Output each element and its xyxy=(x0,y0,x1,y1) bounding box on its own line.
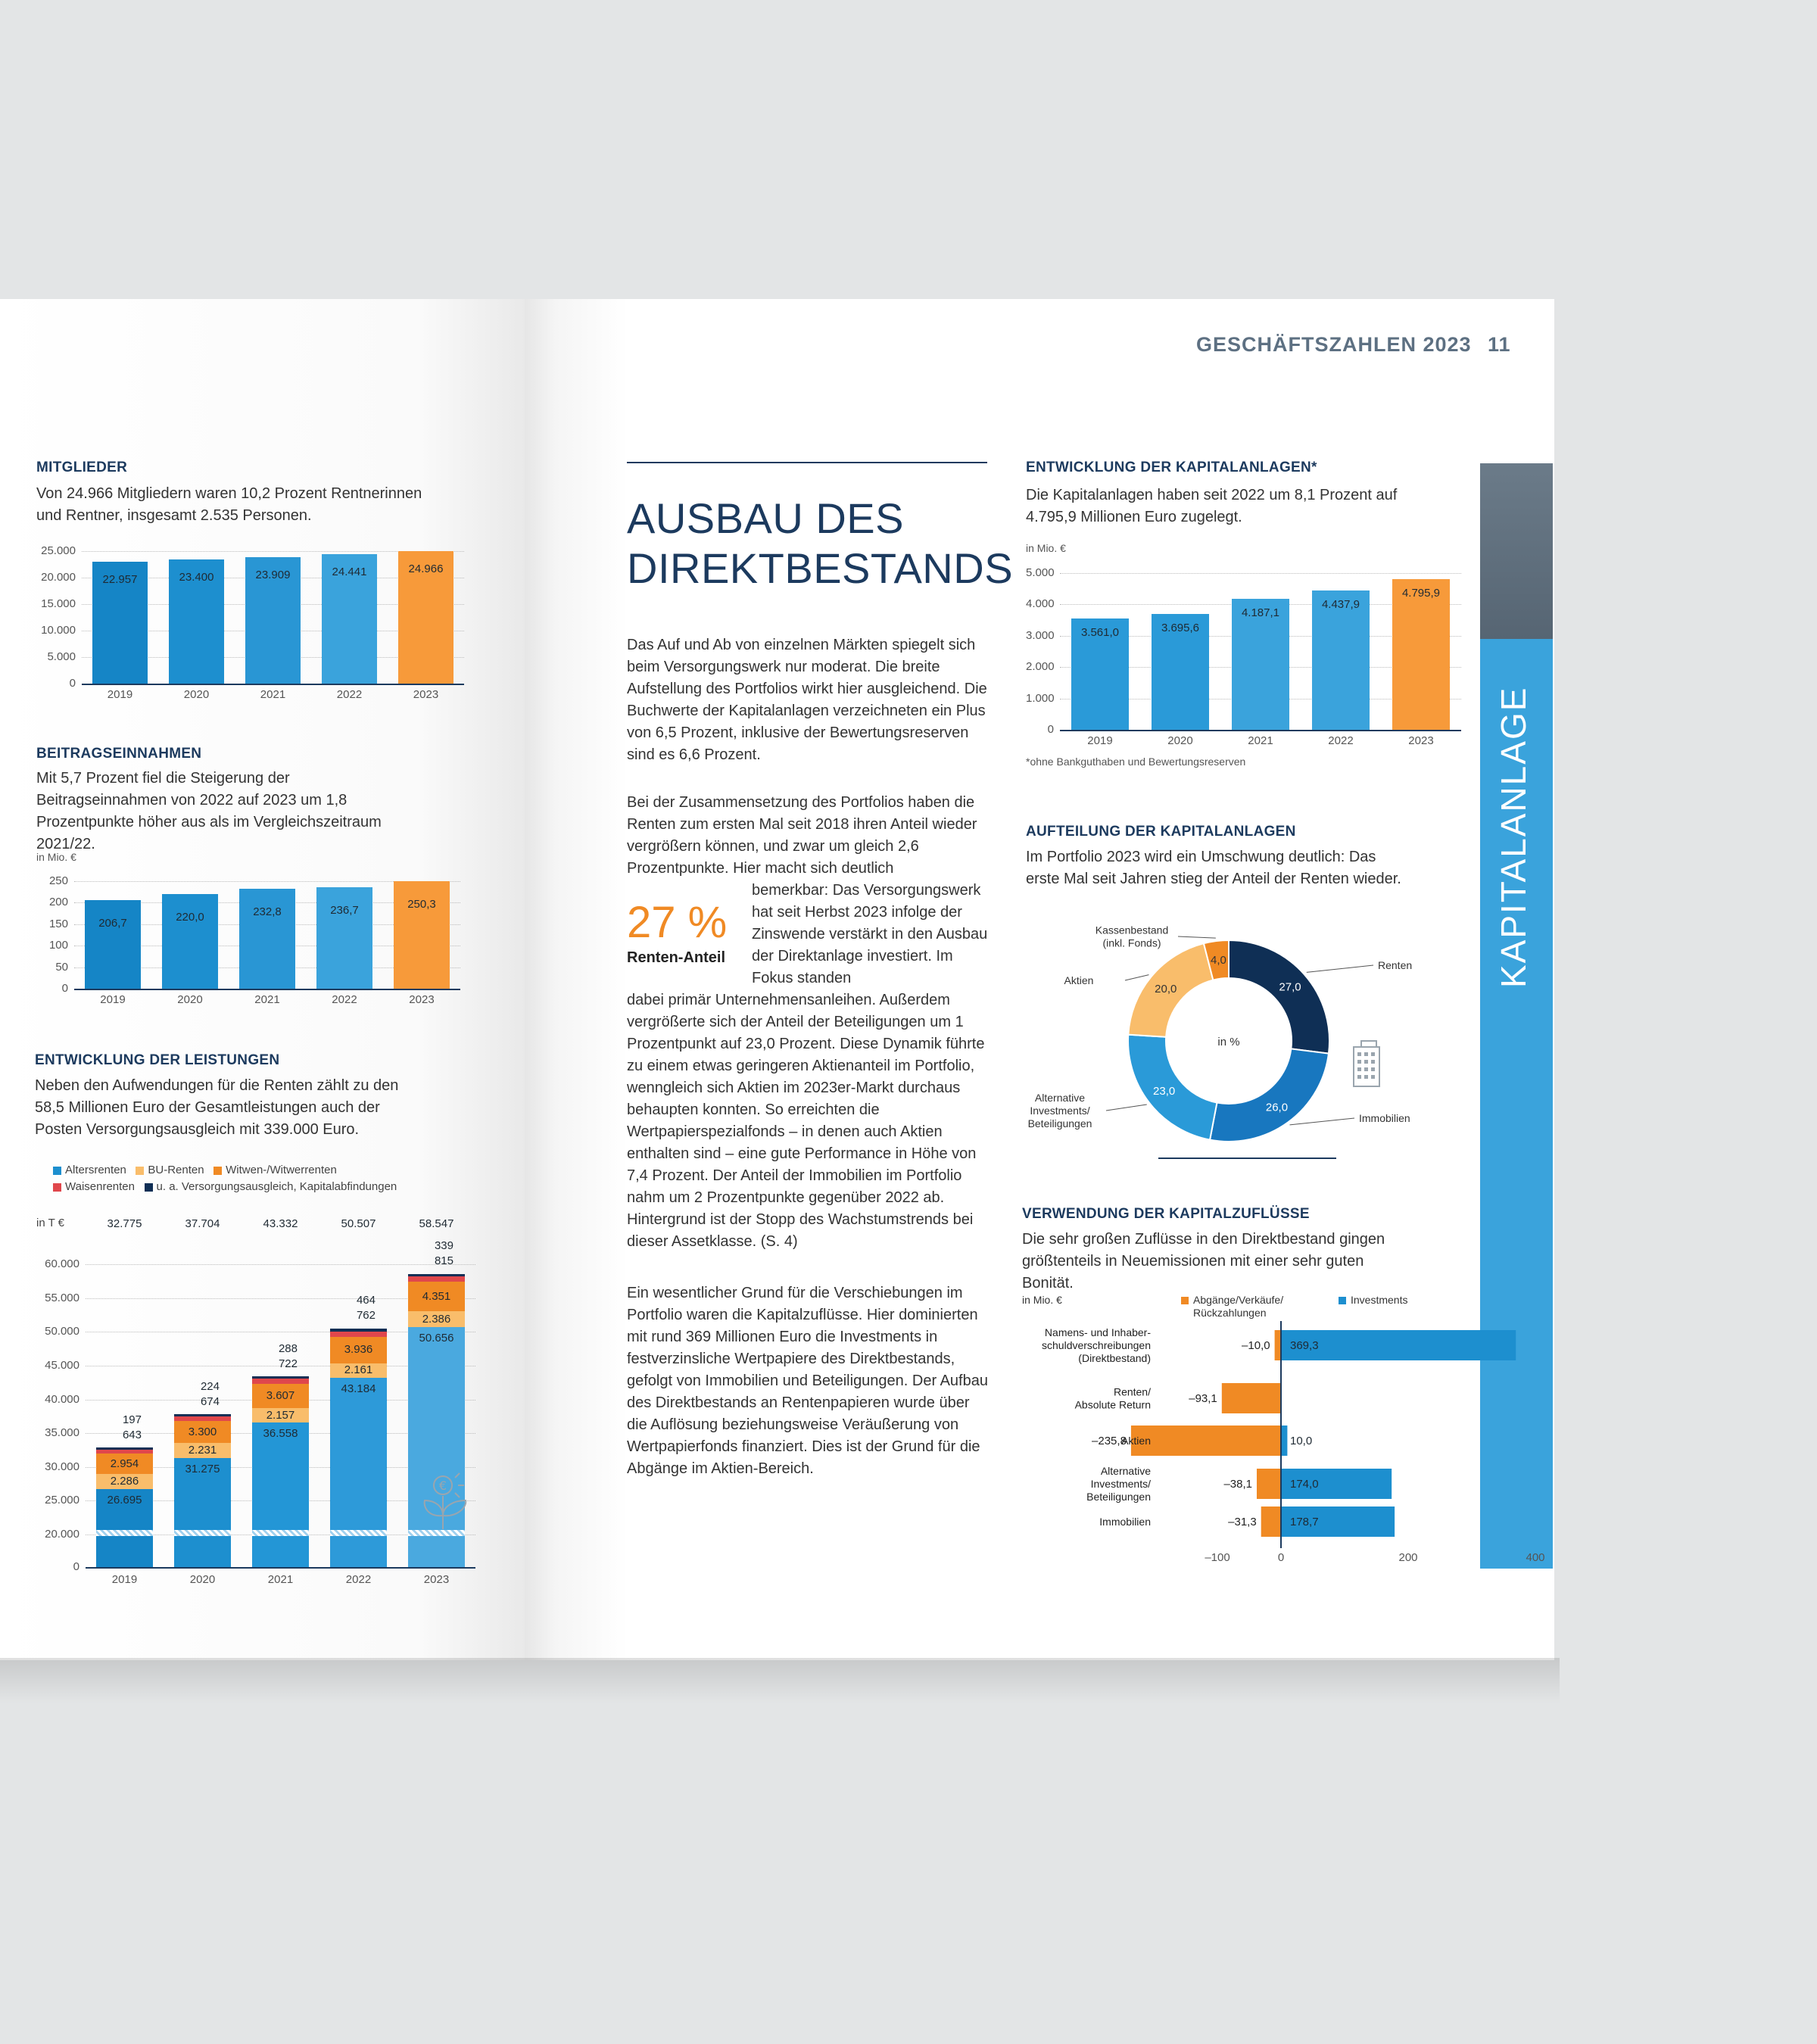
article-paragraph-2c: dabei primär Unternehmensanleihen. Außerdem vergrößerte sich der Anteil der Beteiligungen um 1 Prozentpunkt auf 23,0 Prozent. Diese Dynamik führte zu einem etwas geringeren Aktienanteil im Portfolio, wenngleich sich Aktien im 2023er-Markt durchaus behaupten konnten. So erreichten die Wertpapierspezialfonds – in denen auch Aktien enthalten sind – eine gute Performance in Höhe von 7,4 Prozent. Der Anteil der Immobilien im Portfolio nahm um 2 Prozentpunkte gegenüber 2022 ab. Hintergrund ist der Stopp des Wachstumstrends bei dieser Assetklasse. (S. 4) xyxy=(627,992,985,1250)
category-label: schuldverschreibungen xyxy=(1042,1339,1151,1351)
gridline xyxy=(86,1264,475,1265)
category-label: Renten/ xyxy=(1113,1385,1151,1398)
callout-line xyxy=(1106,1105,1147,1111)
waisenrenten-label: 674 xyxy=(200,1394,220,1408)
contributions-unit: in Mio. € xyxy=(36,851,76,863)
allocation-donut-chart xyxy=(1014,920,1438,1173)
bar xyxy=(1392,579,1450,730)
investments-chart xyxy=(1026,560,1440,753)
y-tick: 100 xyxy=(48,939,68,952)
article-paragraph-2b: bemerkbar: Das Versorgungswerk hat seit Herbst 2023 infolge der Zinswende verstärkt in den Ausbau der Direktanlage investiert. Im Fokus standen xyxy=(752,882,988,986)
slice-name-label: Immobilien xyxy=(1359,1112,1410,1124)
bar-value-label: 3.561,0 xyxy=(1080,625,1119,639)
inflows-text: Die sehr großen Zuflüsse in den Direktbestand gingen größtenteils in Neuemissionen mit einer sehr guten Bonität. xyxy=(1022,1231,1385,1292)
bar-value-label: 24.966 xyxy=(408,562,444,576)
x-axis xyxy=(1060,730,1461,731)
total-label: 58.547 xyxy=(419,1217,454,1230)
bar-value-label: 22.957 xyxy=(102,573,138,587)
x-axis xyxy=(82,684,464,685)
slice-value-label: 20,0 xyxy=(1155,983,1177,996)
legend-swatch-investments xyxy=(1339,1297,1346,1304)
stack-segment xyxy=(174,1416,230,1421)
investment-value-label: 369,3 xyxy=(1290,1339,1319,1352)
slice-value-label: 26,0 xyxy=(1265,1101,1289,1114)
x-tick: 2022 xyxy=(336,688,363,701)
versorgungsausgleich-label: 224 xyxy=(200,1379,220,1393)
segment-label: 2.386 xyxy=(422,1312,451,1326)
callout-line xyxy=(1290,1118,1354,1125)
segment-label: 31.275 xyxy=(185,1463,220,1476)
outflow-value-label: –10,0 xyxy=(1242,1339,1270,1352)
investments-title: ENTWICKLUNG DER KAPITALANLAGEN* xyxy=(1026,460,1317,475)
bar-value-label: 236,7 xyxy=(330,903,359,917)
outflow-bar xyxy=(1261,1507,1281,1537)
x-tick: 2022 xyxy=(345,1573,372,1586)
stack-segment xyxy=(252,1422,308,1567)
bar-value-label: 23.400 xyxy=(179,571,214,584)
stack-segment xyxy=(330,1332,386,1337)
building-icon xyxy=(1354,1041,1379,1086)
contributions-text: Mit 5,7 Prozent fiel die Steigerung der Beitragseinnahmen von 2022 auf 2023 um 1,8 Prozentpunkte höher aus als im Vergleichszeitraum 2021/22. xyxy=(36,770,382,852)
article-paragraph-2a: Bei der Zusammensetzung des Portfolios haben die Renten zum ersten Mal seit 2018 ihren Anteil wieder vergrößern können, und zwar um gleich 2,6 Prozentpunkte. Hier macht sich deutlich xyxy=(627,794,977,877)
y-tick: 5.000 xyxy=(1026,566,1055,579)
x-tick: 2020 xyxy=(183,688,210,701)
y-tick: 55.000 xyxy=(45,1291,79,1304)
y-tick: 250 xyxy=(48,874,68,887)
contributions-chart xyxy=(36,871,445,1014)
segment-label: 26.695 xyxy=(107,1494,142,1507)
y-tick: 5.000 xyxy=(47,650,76,663)
x-tick: 2023 xyxy=(413,688,439,701)
y-tick: 0 xyxy=(69,677,76,690)
side-tab-top xyxy=(1480,463,1553,639)
benefits-title: ENTWICKLUNG DER LEISTUNGEN xyxy=(35,1052,280,1068)
slice-name-label: Alternative Investments/ Beteiligungen xyxy=(1027,1092,1092,1129)
segment-label: 2.954 xyxy=(110,1457,139,1470)
legend-outflows-label: Abgänge/Verkäufe/ xyxy=(1193,1294,1284,1306)
article-paragraph-3: Ein wesentlicher Grund für die Verschiebungen im Portfolio waren die Kapitalzuflüsse. Hier dominierten mit rund 369 Millionen Euro die Investments in festverzinsliche Wertpapiere des Direktbestands, gefolgt von Immobilien und Beteiligungen. Der Aufbau des Direktbestands an Rentenpapieren wurde über die Auflösung beziehungsweise Veräußerung von Wertpapierfonds finanziert. Dies ist der Grund für die Abgänge im Aktien-Bereich. xyxy=(627,1285,988,1477)
side-tab-label: KAPITALANLAGE xyxy=(1494,686,1533,988)
legend-witwenrenten: Witwen-/Witwerrenten xyxy=(213,1164,337,1176)
callout-line xyxy=(1307,965,1373,972)
outflow-value-label: –93,1 xyxy=(1189,1392,1217,1405)
x-tick: 2021 xyxy=(1248,734,1273,747)
total-label: 32.775 xyxy=(107,1217,142,1230)
x-axis xyxy=(74,989,460,990)
x-tick: 0 xyxy=(1277,1551,1285,1564)
outflow-value-label: –31,3 xyxy=(1228,1516,1257,1528)
segment-label: 4.351 xyxy=(422,1289,451,1303)
callout-line xyxy=(1178,936,1216,938)
y-tick: 0 xyxy=(61,982,68,995)
y-tick: 45.000 xyxy=(45,1358,79,1372)
bar-value-label: 23.909 xyxy=(255,568,291,581)
callout-value: 27 % xyxy=(627,898,728,947)
outflow-value-label: –235,8 xyxy=(1092,1435,1127,1447)
x-tick: 2020 xyxy=(177,993,203,1006)
y-tick: 30.000 xyxy=(45,1460,79,1473)
slice-name-label: Renten xyxy=(1378,959,1413,971)
bar xyxy=(85,900,140,989)
segment-label: 2.161 xyxy=(344,1363,373,1377)
euro-plant-icon xyxy=(420,1470,475,1535)
category-label: Immobilien xyxy=(1099,1516,1151,1528)
y-tick: 40.000 xyxy=(45,1392,79,1406)
segment-label: 2.157 xyxy=(266,1408,295,1422)
axis-break xyxy=(252,1530,308,1536)
investments-text: Die Kapitalanlagen haben seit 2022 um 8,1 Prozent auf 4.795,9 Millionen Euro zugelegt. xyxy=(1026,487,1398,525)
total-label: 50.507 xyxy=(341,1217,376,1230)
y-tick: 20.000 xyxy=(45,1528,79,1541)
category-label: Investments/ xyxy=(1090,1478,1151,1490)
stack-segment xyxy=(330,1329,386,1332)
slice-name-label: Kassenbestand (inkl. Fonds) xyxy=(1095,924,1169,949)
stack-segment xyxy=(96,1450,152,1454)
legend-swatch-outflows xyxy=(1181,1297,1189,1304)
investment-value-label: 174,0 xyxy=(1290,1478,1319,1491)
y-tick: 20.000 xyxy=(41,571,76,584)
category-label: Absolute Return xyxy=(1074,1398,1151,1411)
x-tick: 2019 xyxy=(1087,734,1113,747)
y-tick: 25.000 xyxy=(41,544,76,557)
bar xyxy=(162,894,217,989)
benefits-unit: in T € xyxy=(36,1217,64,1229)
donut-slice xyxy=(1229,940,1329,1054)
x-tick: –100 xyxy=(1205,1551,1230,1564)
stack-segment xyxy=(174,1414,230,1416)
waisenrenten-label: 762 xyxy=(356,1308,376,1322)
outflow-bar xyxy=(1131,1426,1281,1456)
inflows-unit: in Mio. € xyxy=(1022,1294,1062,1306)
category-label: Alternative xyxy=(1100,1465,1151,1477)
inflows-chart xyxy=(1014,1291,1545,1575)
x-tick: 2020 xyxy=(189,1573,216,1586)
category-label: Namens- und Inhaber- xyxy=(1044,1326,1151,1338)
investment-bar xyxy=(1281,1426,1287,1456)
legend-investments-label: Investments xyxy=(1351,1294,1408,1306)
legend-waisenrenten: Waisenrenten xyxy=(53,1180,135,1193)
callout-line xyxy=(1125,975,1148,980)
segment-label: 43.184 xyxy=(341,1382,376,1396)
bar-value-label: 4.187,1 xyxy=(1241,606,1279,619)
waisenrenten-label: 643 xyxy=(122,1428,142,1441)
x-tick: 200 xyxy=(1398,1551,1418,1564)
legend-versorgungsausgleich: u. a. Versorgungsausgleich, Kapitalabfindungen xyxy=(145,1180,397,1193)
x-tick: 2019 xyxy=(107,688,133,701)
x-tick: 2023 xyxy=(409,993,435,1006)
category-label: (Direktbestand) xyxy=(1078,1352,1151,1364)
y-tick: 200 xyxy=(48,896,68,909)
legend-outflows-label: Rückzahlungen xyxy=(1193,1307,1267,1319)
waisenrenten-label: 722 xyxy=(278,1357,298,1370)
category-label: Aktien xyxy=(1121,1435,1151,1447)
axis-break xyxy=(96,1530,152,1536)
investment-value-label: 178,7 xyxy=(1290,1516,1319,1528)
members-text: Von 24.966 Mitgliedern waren 10,2 Prozent Rentnerinnen und Rentner, insgesamt 2.535 Personen. xyxy=(36,485,422,524)
total-label: 37.704 xyxy=(185,1217,220,1230)
bar-value-label: 4.437,9 xyxy=(1321,598,1360,612)
segment-label: 2.231 xyxy=(188,1444,217,1457)
donut-slice xyxy=(1210,1048,1329,1142)
investments-footnote: *ohne Bankguthaben und Bewertungsreserven xyxy=(1026,756,1246,768)
y-tick: 35.000 xyxy=(45,1426,79,1440)
legend-altersrenten: Altersrenten xyxy=(53,1164,126,1176)
x-tick: 400 xyxy=(1526,1551,1545,1564)
outflow-value-label: –38,1 xyxy=(1223,1478,1252,1491)
y-tick: 4.000 xyxy=(1026,597,1055,611)
y-tick: 2.000 xyxy=(1026,660,1055,674)
axis-break xyxy=(174,1530,230,1536)
benefits-legend xyxy=(53,1162,447,1195)
outflow-bar xyxy=(1275,1330,1281,1360)
slice-value-label: 23,0 xyxy=(1153,1085,1176,1098)
x-tick: 2021 xyxy=(254,993,280,1006)
bar-value-label: 220,0 xyxy=(176,911,204,924)
article-paragraph-1: Das Auf und Ab von einzelnen Märkten spiegelt sich beim Versorgungswerk nur moderat. Die breite Aufstellung des Portfolios wirkt hier ausgleichend. Die Buchwerte der Kapitalanlagen verzeichneten ein Plus von 6,5 Prozent, inklusive der Bewertungsreserven sind es 6,6 Prozent. xyxy=(627,637,987,763)
investments-unit: in Mio. € xyxy=(1026,542,1066,554)
stack-segment xyxy=(408,1274,464,1276)
x-tick: 2022 xyxy=(1328,734,1354,747)
callout-label: Renten-Anteil xyxy=(627,949,725,966)
x-tick: 2023 xyxy=(1408,734,1434,747)
y-tick: 50.000 xyxy=(45,1325,79,1338)
slice-name-label: Aktien xyxy=(1064,974,1094,986)
x-tick: 2023 xyxy=(423,1573,450,1586)
page-number: 11 xyxy=(1488,333,1511,356)
y-tick: 3.000 xyxy=(1026,628,1055,642)
gridline xyxy=(1060,573,1461,574)
bar xyxy=(1312,590,1370,730)
y-tick: 150 xyxy=(48,917,68,930)
versorgungsausgleich-label: 339 xyxy=(434,1239,453,1252)
waisenrenten-label: 815 xyxy=(434,1254,453,1267)
stack-segment xyxy=(330,1378,386,1567)
y-tick: 10.000 xyxy=(41,624,76,637)
slice-value-label: 4,0 xyxy=(1211,953,1226,967)
bar-value-label: 206,7 xyxy=(98,916,127,930)
segment-label: 3.300 xyxy=(188,1425,217,1438)
segment-label: 50.656 xyxy=(419,1332,454,1345)
stack-segment xyxy=(252,1376,308,1379)
page-shadow xyxy=(0,1658,1560,1703)
legend-bu-renten: BU-Renten xyxy=(136,1164,204,1176)
bar-value-label: 3.695,6 xyxy=(1161,622,1199,634)
bar-value-label: 24.441 xyxy=(332,565,367,578)
bar xyxy=(316,887,372,989)
axis-break xyxy=(330,1530,386,1536)
x-tick: 2021 xyxy=(267,1573,294,1586)
stack-segment xyxy=(252,1379,308,1383)
bar-value-label: 232,8 xyxy=(253,905,282,918)
y-tick: 50 xyxy=(55,960,68,974)
inflows-title: VERWENDUNG DER KAPITALZUFLÜSSE xyxy=(1022,1206,1310,1222)
y-tick: 0 xyxy=(73,1560,79,1573)
allocation-text: Im Portfolio 2023 wird ein Umschwung deutlich: Das erste Mal seit Jahren stieg der Anteil der Renten wieder. xyxy=(1026,849,1401,887)
versorgungsausgleich-label: 197 xyxy=(122,1413,142,1426)
segment-label: 3.936 xyxy=(344,1343,373,1357)
segment-label: 2.286 xyxy=(110,1475,139,1488)
segment-label: 3.607 xyxy=(266,1388,295,1402)
x-tick: 2019 xyxy=(100,993,126,1006)
bar-value-label: 250,3 xyxy=(407,897,436,911)
outflow-bar xyxy=(1222,1383,1281,1413)
bar-value-label: 4.795,9 xyxy=(1401,587,1440,600)
benefits-text: Neben den Aufwendungen für die Renten zählt zu den 58,5 Millionen Euro der Gesamtleistungen auch der Posten Versorgungsausgleich mit 339.000 Euro. xyxy=(35,1077,399,1138)
versorgungsausgleich-label: 464 xyxy=(356,1293,376,1307)
y-tick: 60.000 xyxy=(45,1257,79,1270)
article-title-line1: AUSBAU DES xyxy=(627,494,904,542)
members-title: MITGLIEDER xyxy=(36,460,128,475)
members-chart xyxy=(36,537,445,704)
page-header-title: GESCHÄFTSZAHLEN 2023 xyxy=(1196,333,1472,356)
slice-value-label: 27,0 xyxy=(1279,980,1301,994)
x-axis xyxy=(86,1567,475,1569)
stack-segment xyxy=(408,1276,464,1282)
outflow-bar xyxy=(1257,1469,1281,1499)
total-label: 43.332 xyxy=(263,1217,298,1230)
y-tick: 1.000 xyxy=(1026,691,1055,705)
category-label: Beteiligungen xyxy=(1086,1491,1151,1503)
x-tick: 2019 xyxy=(111,1573,138,1586)
stack-segment xyxy=(96,1447,152,1450)
versorgungsausgleich-label: 288 xyxy=(278,1341,298,1355)
article-title-line2: DIREKTBESTANDS xyxy=(627,544,1014,592)
article-rule xyxy=(627,462,987,463)
bar xyxy=(239,889,295,989)
y-tick: 15.000 xyxy=(41,597,76,610)
y-tick: 25.000 xyxy=(45,1494,79,1507)
investment-value-label: 10,0 xyxy=(1290,1435,1313,1447)
allocation-title: AUFTEILUNG DER KAPITALANLAGEN xyxy=(1026,824,1296,840)
x-tick: 2022 xyxy=(332,993,357,1006)
y-tick: 0 xyxy=(1047,723,1054,736)
x-tick: 2020 xyxy=(1167,734,1193,747)
svg-text:€: € xyxy=(438,1478,447,1493)
donut-center-label: in % xyxy=(1217,1036,1240,1048)
x-tick: 2021 xyxy=(260,688,286,701)
contributions-title: BEITRAGSEINNAHMEN xyxy=(36,746,202,762)
segment-label: 36.558 xyxy=(263,1427,298,1441)
